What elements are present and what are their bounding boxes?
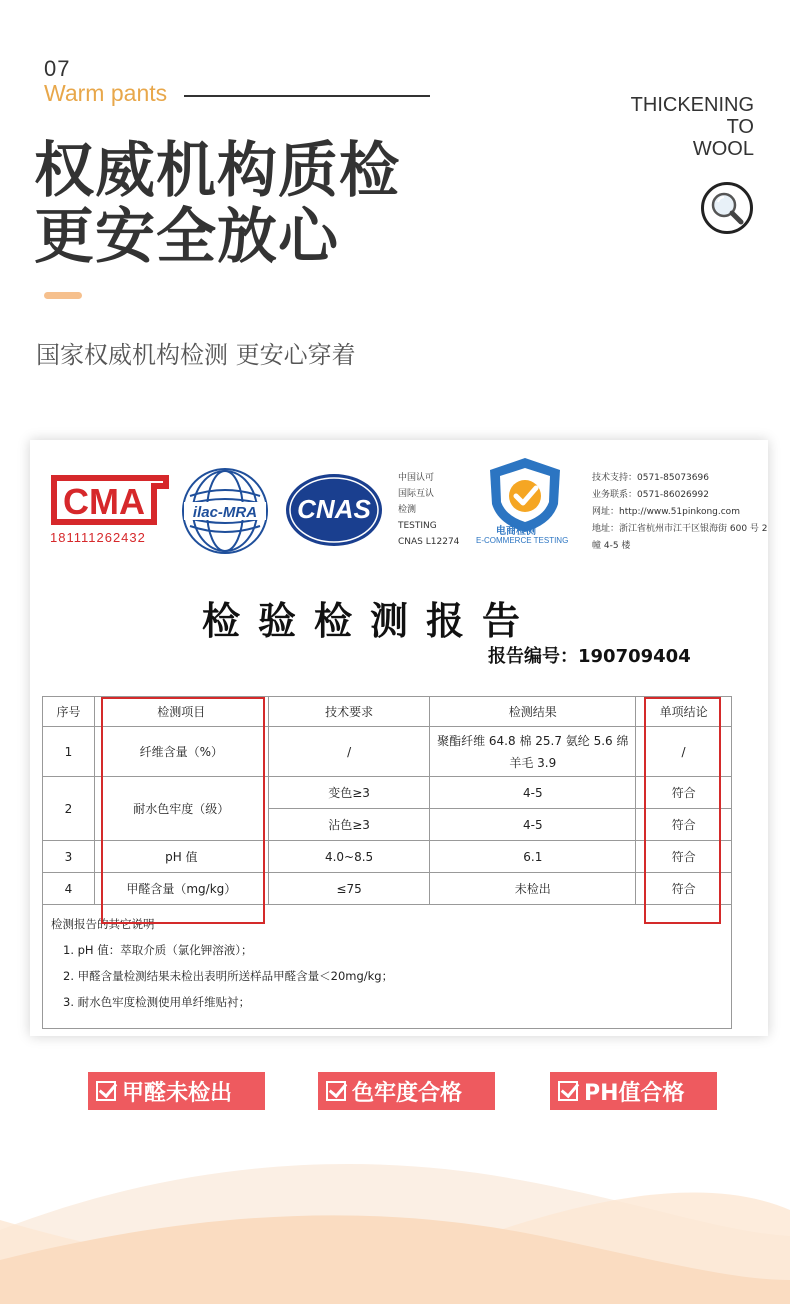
page-subtitle: 国家权威机构检测 更安心穿着 bbox=[36, 341, 356, 369]
cell-conclusion: 符合 bbox=[636, 873, 732, 905]
section-number: 07 bbox=[44, 56, 71, 81]
cell-requirement: / bbox=[268, 727, 430, 777]
cell-no: 3 bbox=[43, 841, 95, 873]
check-icon bbox=[96, 1081, 116, 1101]
cnas-info bbox=[398, 470, 459, 550]
badge-label: 甲醛未检出 bbox=[122, 1080, 233, 1106]
header-divider bbox=[184, 95, 430, 97]
cell-result: 4-5 bbox=[430, 777, 636, 809]
ilac-mra-logo bbox=[180, 466, 270, 556]
cell-conclusion: / bbox=[636, 727, 732, 777]
report-number-value: 190709404 bbox=[578, 646, 691, 667]
cell-requirement: ≤75 bbox=[268, 873, 430, 905]
cnas-info-line: TESTING bbox=[398, 521, 437, 531]
cell-conclusion: 符合 bbox=[636, 809, 732, 841]
title-line-2: 更安全放心 bbox=[34, 202, 339, 272]
side-label: THICKENING TO WOOL bbox=[630, 94, 754, 160]
cell-no: 4 bbox=[43, 873, 95, 905]
cell-item: pH 值 bbox=[94, 841, 268, 873]
decorative-wave bbox=[0, 1140, 790, 1304]
test-report bbox=[30, 440, 768, 1036]
cell-conclusion: 符合 bbox=[636, 841, 732, 873]
cell-item: 纤维含量（%） bbox=[94, 727, 268, 777]
cnas-info-line: 中国认可 bbox=[398, 473, 435, 483]
title-line-1: 权威机构质检 bbox=[34, 136, 400, 206]
ecommerce-label-cn: 电商检测 bbox=[496, 526, 536, 537]
cell-requirement: 沾色≥3 bbox=[268, 809, 430, 841]
cell-item: 甲醛含量（mg/kg） bbox=[94, 873, 268, 905]
report-number-label: 报告编号： bbox=[488, 646, 578, 667]
report-number bbox=[488, 642, 691, 668]
badge-ph bbox=[550, 1072, 717, 1110]
cell-no: 1 bbox=[43, 727, 95, 777]
badge-label: PH值合格 bbox=[584, 1080, 685, 1106]
contact-website: 网址：http://www.51pinkong.com bbox=[592, 507, 740, 517]
badge-label: 色牢度合格 bbox=[352, 1080, 463, 1106]
page-title bbox=[34, 138, 400, 270]
badge-color-fastness bbox=[318, 1072, 495, 1110]
badge-formaldehyde bbox=[88, 1072, 265, 1110]
contact-address: 地址：浙江省杭州市江干区银海街 600 号 2 幢 4-5 楼 bbox=[592, 524, 768, 551]
highlight-box-items bbox=[101, 697, 265, 924]
cnas-text: CNAS bbox=[297, 494, 371, 524]
col-header-requirement: 技术要求 bbox=[268, 697, 430, 727]
col-header-conclusion: 单项结论 bbox=[636, 697, 732, 727]
cnas-logo bbox=[284, 472, 384, 548]
cma-number: 181111262432 bbox=[50, 530, 146, 545]
check-icon bbox=[558, 1081, 578, 1101]
cell-result: 4-5 bbox=[430, 809, 636, 841]
note-item: 3. 耐水色牢度检测使用单纤维贴衬； bbox=[63, 995, 251, 1009]
cma-logo bbox=[50, 472, 170, 528]
cell-requirement: 4.0~8.5 bbox=[268, 841, 430, 873]
accent-bar bbox=[44, 292, 82, 299]
ilac-text: ilac-MRA bbox=[192, 504, 258, 521]
col-header-item: 检测项目 bbox=[94, 697, 268, 727]
cma-logo-text: CMA bbox=[63, 481, 145, 522]
check-icon bbox=[326, 1081, 346, 1101]
note-item: 2. 甲醛含量检测结果未检出表明所送样品甲醛含量＜20mg/kg； bbox=[63, 969, 394, 983]
contact-phone-business: 业务联系：0571-86026992 bbox=[592, 490, 709, 500]
cell-requirement: 变色≥3 bbox=[268, 777, 430, 809]
ecommerce-label-en: E-COMMERCE TESTING bbox=[476, 536, 569, 545]
contact-phone-tech: 技术支持：0571-85073696 bbox=[592, 473, 709, 483]
cell-result: 6.1 bbox=[430, 841, 636, 873]
cnas-info-line: CNAS L12274 bbox=[398, 537, 460, 547]
cnas-info-line: 国际互认 bbox=[398, 489, 435, 499]
section-subtitle: Warm pants bbox=[44, 80, 168, 106]
cell-item: 耐水色牢度（级） bbox=[94, 777, 268, 841]
col-header-result: 检测结果 bbox=[430, 697, 636, 727]
magnifier-icon bbox=[701, 182, 753, 234]
cnas-info-line: 检测 bbox=[398, 505, 417, 515]
notes-title: 检测报告的其它说明 bbox=[51, 917, 155, 931]
report-title: 检验检测报告 bbox=[202, 598, 539, 643]
cell-result: 聚酯纤维 64.8 棉 25.7 氨纶 5.6 绵羊毛 3.9 bbox=[430, 727, 636, 777]
cell-result: 未检出 bbox=[430, 873, 636, 905]
highlight-box-conclusions bbox=[644, 697, 721, 924]
contact-info bbox=[592, 470, 768, 555]
cell-conclusion: 符合 bbox=[636, 777, 732, 809]
note-item: 1. pH 值：萃取介质（氯化钾溶液）； bbox=[63, 943, 253, 957]
cell-no: 2 bbox=[43, 777, 95, 841]
col-header-no: 序号 bbox=[43, 697, 95, 727]
